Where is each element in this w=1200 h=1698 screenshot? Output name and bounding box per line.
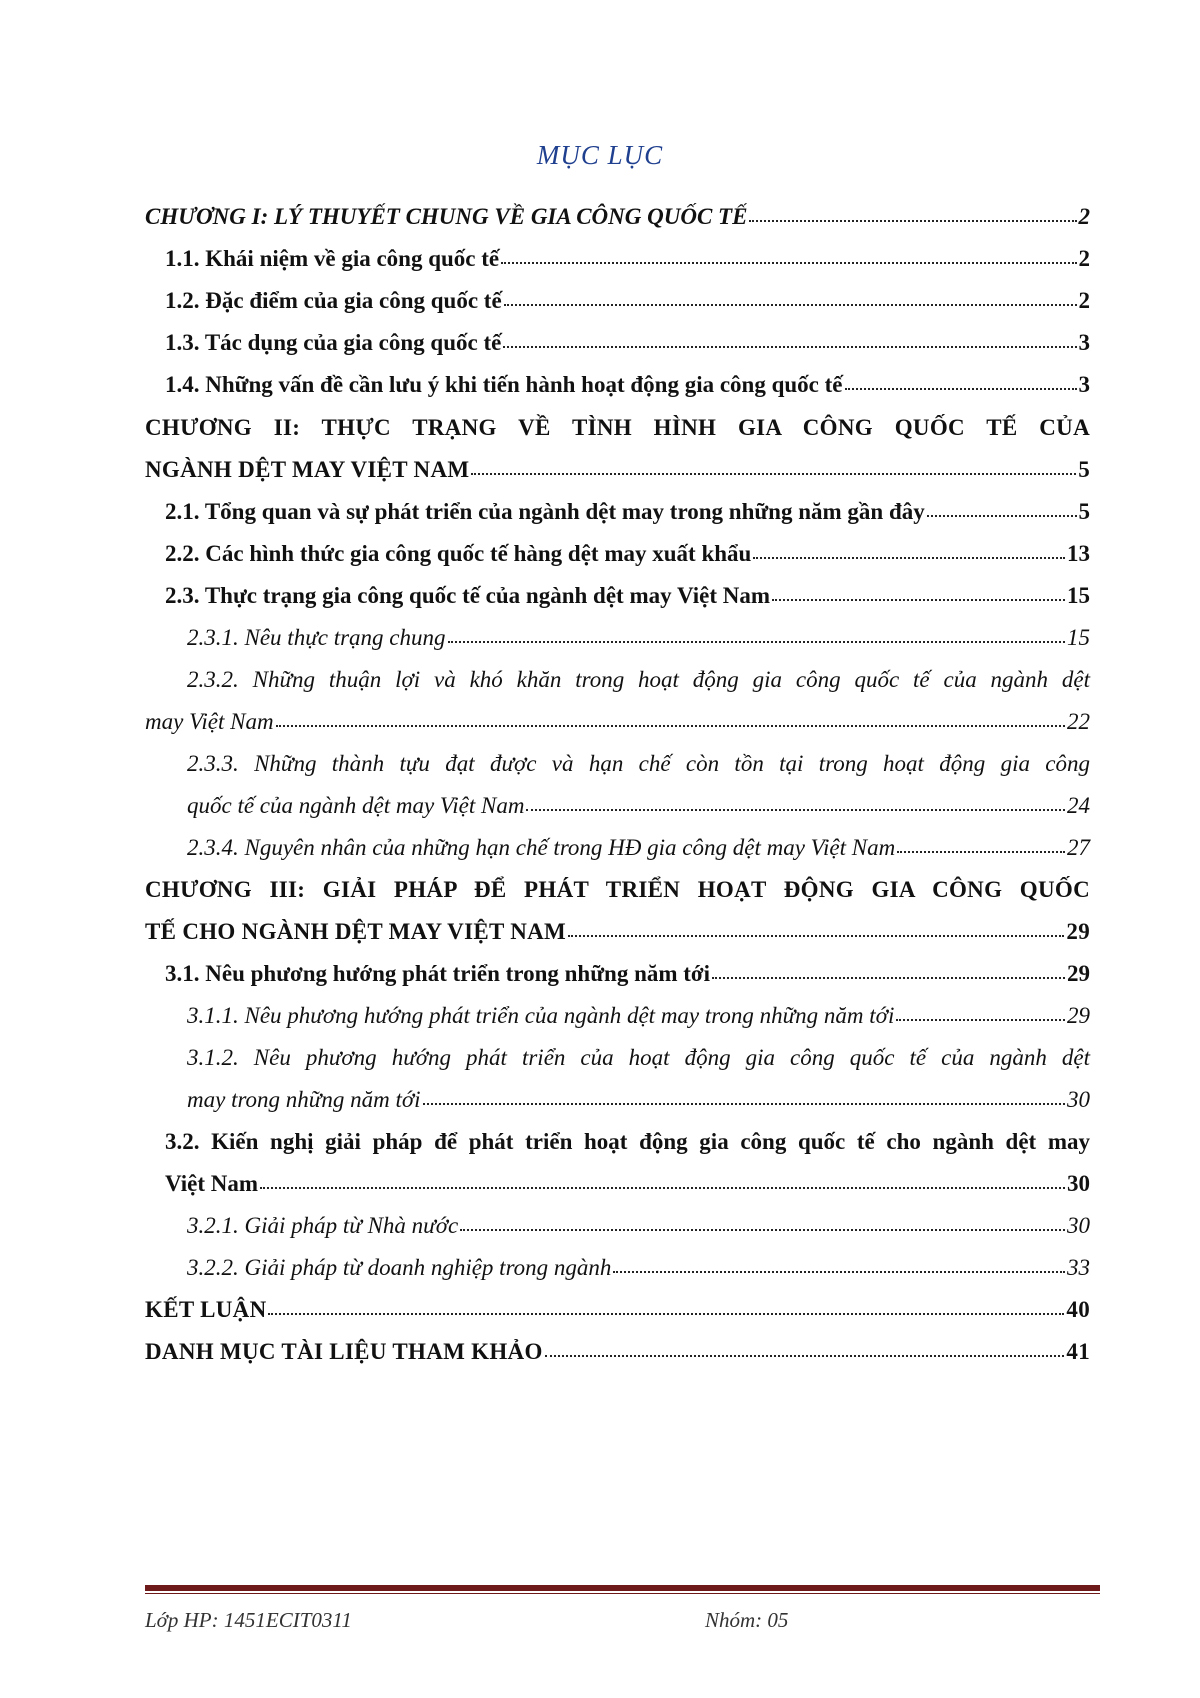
toc-entry-chapter-2[interactable] [145, 455, 1090, 485]
toc-page-number: 41 [1066, 1339, 1090, 1364]
toc-page-number: 5 [1078, 499, 1090, 524]
footer-divider-thin [145, 1593, 1100, 1594]
toc-entry-text: 1.4. Những vấn đề cần lưu ý khi tiến hành hoạt động gia công quốc tế [165, 372, 843, 397]
dot-leader [268, 1313, 1064, 1315]
toc-entry-2-3-3[interactable] [187, 791, 1090, 821]
toc-entry-3-1-1[interactable] [187, 1001, 1090, 1031]
toc-entry-3-2-2[interactable] [187, 1253, 1090, 1283]
toc-entry-2-1[interactable] [165, 497, 1090, 527]
toc-entry-text: 2.2. Các hình thức gia công quốc tế hàng dệt may xuất khẩu [165, 541, 752, 566]
toc-page-number: 30 [1067, 1087, 1090, 1112]
dot-leader [504, 304, 1077, 306]
dot-leader [845, 388, 1077, 390]
toc-entry-text: NGÀNH DỆT MAY VIỆT NAM [145, 457, 470, 482]
toc-entry-text: 2.1. Tổng quan và sự phát triển của ngành dệt may trong những năm gần đây [165, 499, 925, 524]
dot-leader [501, 262, 1076, 264]
dot-leader [545, 1355, 1065, 1357]
toc-entry-text: 2.3. Thực trạng gia công quốc tế của ngành dệt may Việt Nam [165, 583, 770, 608]
dot-leader [749, 220, 1076, 222]
toc-entry-text: may trong những năm tới [187, 1087, 421, 1112]
footer-group-label: Nhóm: 05 [705, 1608, 789, 1632]
toc-entry-1-2[interactable] [165, 286, 1090, 316]
toc-entry-1-4[interactable] [165, 370, 1090, 400]
dot-leader [503, 346, 1076, 348]
toc-entry-text: TẾ CHO NGÀNH DỆT MAY VIỆT NAM [145, 919, 567, 944]
toc-entry-chapter-3[interactable] [145, 917, 1090, 947]
dot-leader [753, 557, 1065, 559]
toc-entry-2-3-3-line1[interactable]: 2.3.3. Những thành tựu đạt được và hạn chế còn tồn tại trong hoạt động gia công [187, 751, 1090, 776]
dot-leader [568, 935, 1064, 937]
toc-entry-text: 1.2. Đặc điểm của gia công quốc tế [165, 288, 502, 313]
dot-leader [613, 1271, 1065, 1273]
dot-leader [460, 1229, 1065, 1231]
dot-leader [896, 1019, 1065, 1021]
footer-divider [145, 1585, 1100, 1591]
toc-page-number: 5 [1078, 457, 1090, 482]
footer-class-label: Lớp HP: 1451ECIT0311 [145, 1608, 352, 1632]
toc-page-number: 2 [1078, 246, 1090, 271]
toc-page-number: 33 [1067, 1255, 1090, 1280]
toc-page-number: 2 [1078, 204, 1090, 229]
dot-leader [448, 641, 1066, 643]
toc-entry-2-3-2-line1[interactable]: 2.3.2. Những thuận lợi và khó khăn trong hoạt động gia công quốc tế của ngành dệt [187, 667, 1090, 692]
toc-entry-text: DANH MỤC TÀI LIỆU THAM KHẢO [145, 1339, 543, 1364]
dot-leader [526, 809, 1065, 811]
toc-page-number: 29 [1067, 961, 1090, 986]
toc-page-number: 2 [1078, 288, 1090, 313]
dot-leader [897, 851, 1065, 853]
dot-leader [772, 599, 1065, 601]
toc-entry-2-3-4[interactable] [187, 833, 1090, 863]
dot-leader [471, 473, 1076, 475]
toc-page-number: 22 [1067, 709, 1090, 734]
toc-page-number: 30 [1067, 1213, 1090, 1238]
toc-page-number: 29 [1066, 919, 1090, 944]
toc-page-number: 3 [1078, 330, 1090, 355]
toc-entry-3-1-2[interactable] [187, 1085, 1090, 1115]
toc-title: MỤC LỤC [536, 140, 664, 170]
toc-entry-1-1[interactable] [165, 244, 1090, 274]
dot-leader [712, 977, 1065, 979]
toc-entry-text: 1.3. Tác dụng của gia công quốc tế [165, 330, 502, 355]
toc-page-number: 24 [1067, 793, 1090, 818]
toc-page-number: 27 [1067, 835, 1090, 860]
toc-entry-text: 3.2.2. Giải pháp từ doanh nghiệp trong ngành [187, 1255, 612, 1280]
toc-entry-chapter-2-line1[interactable]: CHƯƠNG II: THỰC TRẠNG VỀ TÌNH HÌNH GIA CÔNG QUỐC TẾ CỦA [145, 415, 1090, 440]
toc-page-number: 29 [1067, 1003, 1090, 1028]
toc-entry-text: may Việt Nam [145, 709, 274, 734]
toc-entry-text: 3.2.1. Giải pháp từ Nhà nước [187, 1213, 459, 1238]
toc-page-number: 40 [1066, 1297, 1090, 1322]
toc-entry-text: 3.1.1. Nêu phương hướng phát triển của ngành dệt may trong những năm tới [187, 1003, 895, 1028]
dot-leader [260, 1187, 1065, 1189]
toc-entry-2-3[interactable] [165, 581, 1090, 611]
toc-entry-3-1-2-line1[interactable]: 3.1.2. Nêu phương hướng phát triển của hoạt động gia công quốc tế của ngành dệt [187, 1045, 1090, 1070]
toc-entry-text: quốc tế của ngành dệt may Việt Nam [187, 793, 525, 818]
toc-entry-1-3[interactable] [165, 328, 1090, 358]
toc-page-number: 13 [1067, 541, 1090, 566]
toc-entry-text: Việt Nam [165, 1171, 259, 1196]
toc-entry-3-2-line1[interactable]: 3.2. Kiến nghị giải pháp để phát triển hoạt động gia công quốc tế cho ngành dệt may [165, 1129, 1090, 1154]
toc-entry-text: 3.1. Nêu phương hướng phát triển trong những năm tới [165, 961, 711, 986]
toc-entry-text: 2.3.4. Nguyên nhân của những hạn chế trong HĐ gia công dệt may Việt Nam [187, 835, 896, 860]
toc-entry-conclusion[interactable] [145, 1295, 1090, 1325]
dot-leader [927, 515, 1077, 517]
toc-entry-chapter-3-line1[interactable]: CHƯƠNG III: GIẢI PHÁP ĐỂ PHÁT TRIỂN HOẠT ĐỘNG GIA CÔNG QUỐC [145, 877, 1090, 902]
toc-entry-3-1[interactable] [165, 959, 1090, 989]
toc-entry-chapter-1[interactable] [145, 202, 1090, 232]
toc-entry-2-3-1[interactable] [187, 623, 1090, 653]
toc-page-number: 15 [1067, 583, 1090, 608]
dot-leader [276, 725, 1065, 727]
toc-page-number: 30 [1067, 1171, 1090, 1196]
toc-entry-2-2[interactable] [165, 539, 1090, 569]
dot-leader [423, 1103, 1065, 1105]
toc-entry-3-2[interactable] [165, 1169, 1090, 1199]
toc-entry-2-3-2[interactable] [145, 707, 1090, 737]
toc-entry-3-2-1[interactable] [187, 1211, 1090, 1241]
toc-page-number: 15 [1067, 625, 1090, 650]
toc-entry-references[interactable] [145, 1337, 1090, 1367]
toc-entry-text: CHƯƠNG I: LÝ THUYẾT CHUNG VỀ GIA CÔNG QUỐC TẾ [145, 204, 748, 229]
toc-page-number: 3 [1078, 372, 1090, 397]
toc-entry-text: 1.1. Khái niệm về gia công quốc tế [165, 246, 500, 271]
toc-entry-text: KẾT LUẬN [145, 1297, 267, 1322]
toc-entry-text: 2.3.1. Nêu thực trạng chung [187, 625, 446, 650]
